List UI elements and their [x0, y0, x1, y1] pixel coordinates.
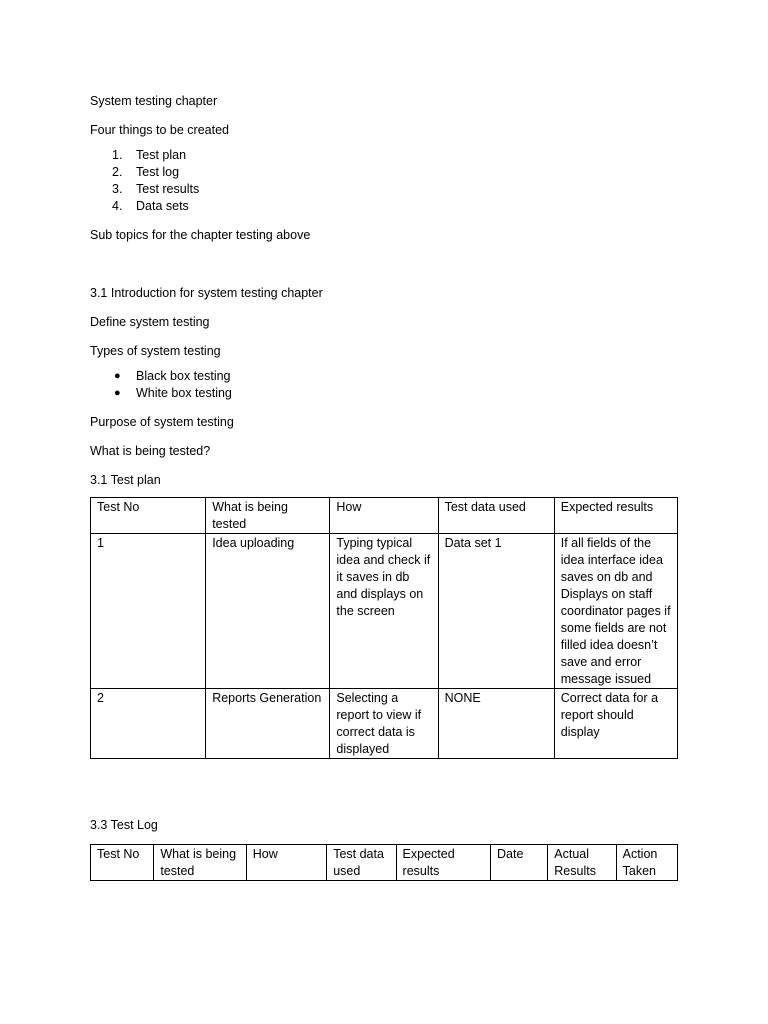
table-cell: Idea uploading — [206, 534, 330, 689]
table-header-row — [91, 498, 678, 534]
header-cell: How — [246, 845, 326, 881]
header-cell: Expected results — [554, 498, 677, 534]
document-page — [90, 93, 680, 881]
header-cell: Expected results — [396, 845, 490, 881]
list-item: ● Black box testing — [114, 369, 231, 383]
list-item: 3. Test results — [112, 182, 200, 196]
header-cell: Test data used — [438, 498, 554, 534]
header-cell: Action Taken — [616, 845, 677, 881]
header-cell: Actual Results — [548, 845, 616, 881]
header-cell: What is being tested — [206, 498, 330, 534]
deliverables-list — [90, 147, 680, 215]
list-item: 2. Test log — [112, 165, 180, 179]
purpose-line: Purpose of system testing — [90, 415, 234, 429]
table-cell: Reports Generation — [206, 689, 330, 759]
types-line: Types of system testing — [90, 344, 221, 358]
table-cell: Correct data for a report should display — [554, 689, 677, 759]
table-cell: Typing typical idea and check if it saves in db and displays on the screen — [330, 534, 438, 689]
test-log-table — [90, 844, 678, 881]
document-title: System testing chapter — [90, 94, 218, 108]
list-item: ● White box testing — [114, 386, 232, 400]
header-cell: How — [330, 498, 438, 534]
list-item: 4. Data sets — [112, 199, 189, 213]
test-plan-table — [90, 497, 678, 759]
what-tested-line: What is being tested? — [90, 444, 211, 458]
header-cell: Test data used — [327, 845, 396, 881]
testing-types-list — [90, 368, 680, 402]
header-cell: Test No — [91, 498, 206, 534]
intro-line: Four things to be created — [90, 123, 229, 137]
table-cell: If all fields of the idea interface idea saves on db and Displays on staff coordinator pages if some fields are not filled idea doesn’t save and error message issued — [554, 534, 677, 689]
table-cell: NONE — [438, 689, 554, 759]
bullet-icon: ● — [114, 370, 121, 382]
table-cell: Data set 1 — [438, 534, 554, 689]
table-header-row — [91, 845, 678, 881]
bullet-icon: ● — [114, 387, 121, 399]
test-plan-heading: 3.1 Test plan — [90, 473, 161, 487]
section-intro-heading: 3.1 Introduction for system testing chapter — [90, 286, 323, 300]
table-cell: Selecting a report to view if correct data is displayed — [330, 689, 438, 759]
subtopics-line: Sub topics for the chapter testing above — [90, 228, 311, 242]
define-line: Define system testing — [90, 315, 210, 329]
table-cell: 2 — [91, 689, 206, 759]
header-cell: Test No — [91, 845, 154, 881]
header-cell: Date — [491, 845, 548, 881]
header-cell: What is being tested — [154, 845, 246, 881]
table-row — [91, 689, 678, 759]
table-cell: 1 — [91, 534, 206, 689]
table-row — [91, 534, 678, 689]
test-log-heading: 3.3 Test Log — [90, 818, 158, 832]
list-item: 1. Test plan — [112, 148, 187, 162]
